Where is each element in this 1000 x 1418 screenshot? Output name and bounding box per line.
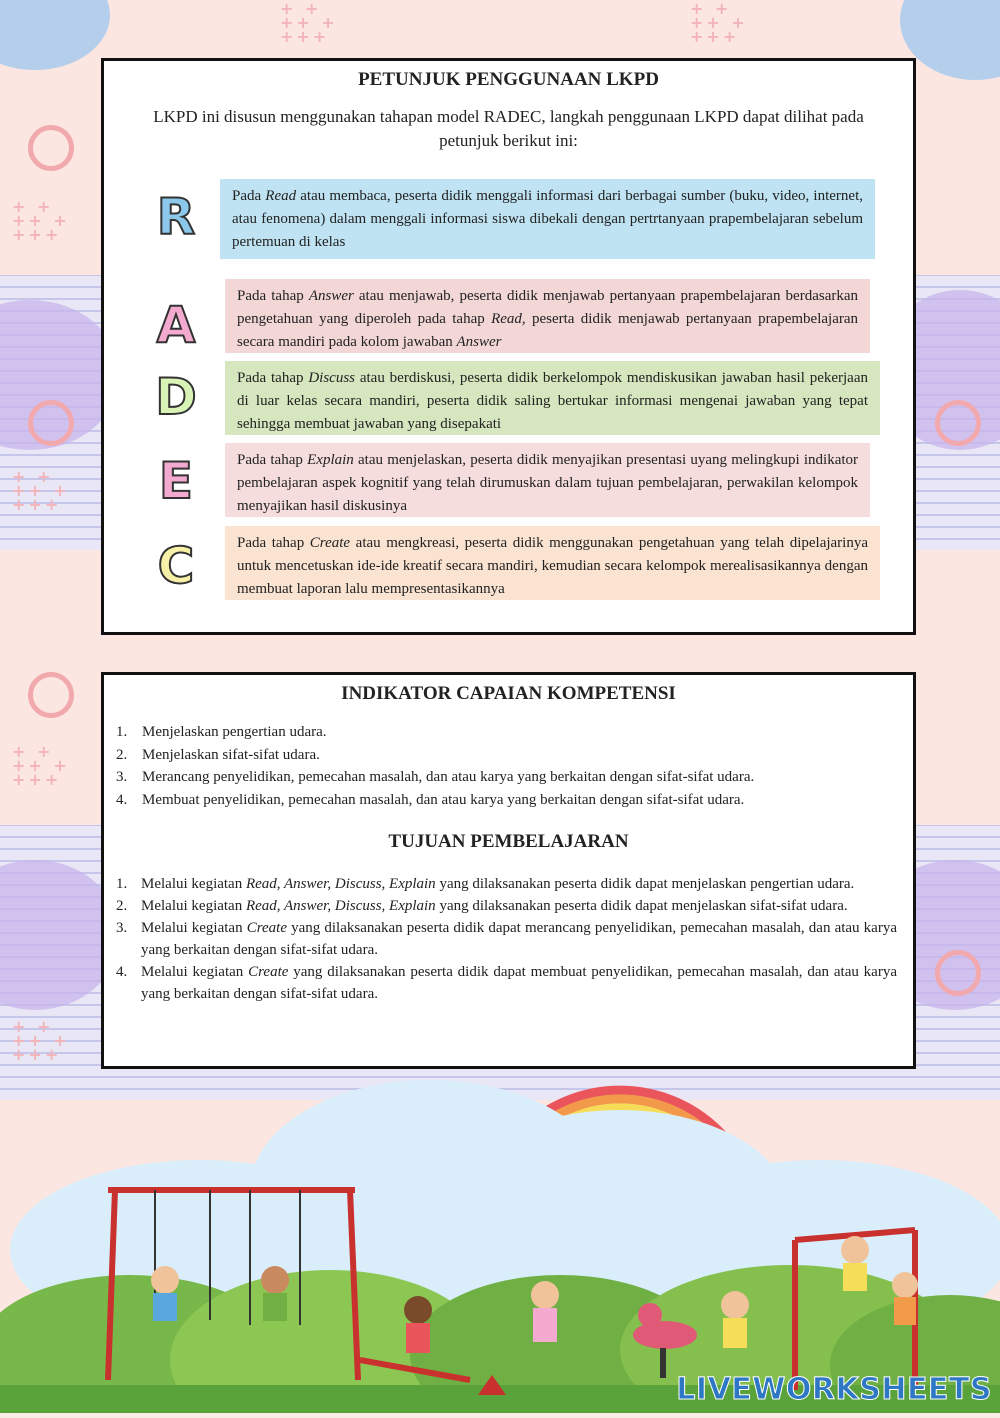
intro-line-1: LKPD ini disusun menggunakan tahapan model RADEC, langkah penggunaan LKPD dapat dilihat pada (153, 107, 864, 126)
letter-d-icon: D (155, 368, 197, 426)
step-explain-box: Pada tahap Explain atau menjelaskan, peserta didik menyajikan presentasi uyang melingkupi indikator pembelajaran aspek kognitif yang telah dirumuskan dalam tujuan pembelajaran, perwakilan kelompok menyajikan hasil diskusinya (225, 443, 870, 517)
term-answer: Answer (308, 288, 354, 304)
ring-decoration (28, 400, 74, 446)
plus-decoration: + + ++ + +++ (690, 0, 748, 46)
list-item: 2. Melalui kegiatan Read, Answer, Discuss, Explain yang dilaksanakan peserta didik dapat menjelaskan sifat-sifat udara. (116, 898, 848, 914)
plus-decoration: + + ++ + +++ (12, 742, 70, 789)
tujuan-title: TUJUAN PEMBELAJARAN (388, 831, 629, 852)
letter-c-icon: C (157, 537, 195, 595)
term-discuss: Discuss (308, 370, 355, 386)
ring-decoration (935, 950, 981, 996)
letter-r-icon: R (156, 188, 196, 246)
plus-decoration: + + ++ + +++ (12, 1017, 70, 1064)
list-item: 3. Merancang penyelidikan, pemecahan masalah, dan atau karya yang berkaitan dengan sifat-sifat udara. (116, 769, 755, 785)
petunjuk-title: PETUNJUK PENGGUNAAN LKPD (358, 69, 659, 90)
intro-line-2: petunjuk berikut ini: (439, 131, 578, 150)
step-discuss-box: Pada tahap Discuss atau berdiskusi, peserta didik berkelompok mendiskusikan jawaban hasil pekerjaan di luar kelas secara mandiri, peserta didik saling bertukar informasi mengenai jawaban yang tepat sehingga membuat jawaban yang disepakati (225, 361, 880, 435)
term-read: Read, (491, 311, 526, 327)
tujuan-list (104, 873, 897, 1005)
plus-decoration: + + ++ + +++ (12, 197, 70, 244)
term-explain: Explain (307, 452, 354, 468)
step-create-box: Pada tahap Create atau mengkreasi, peserta didik menggunakan pengetahuan yang telah dipelajarinya untuk mencetuskan ide-ide kreatif secara mandiri, kemudian secara kelompok merealisasikannya dengan membuat laporan lalu mempresentasikannya (225, 526, 880, 600)
list-item: 4. Melalui kegiatan Create yang dilaksanakan peserta didik dapat membuat penyelidikan, pemecahan masalah, dan atau karya yang berkaitan dengan sifat-sifat udara. (116, 964, 897, 1002)
list-item: 1. Menjelaskan pengertian udara. (116, 724, 327, 740)
ring-decoration (935, 400, 981, 446)
petunjuk-intro (124, 105, 893, 153)
list-item: 1. Melalui kegiatan Read, Answer, Discuss, Explain yang dilaksanakan peserta didik dapat menjelaskan pengertian udara. (116, 876, 855, 892)
term-answer: Answer (456, 334, 502, 350)
list-item: 2. Menjelaskan sifat-sifat udara. (116, 746, 320, 763)
kompetensi-panel (101, 672, 916, 1069)
term-read: Read (265, 188, 297, 204)
letter-a-icon: A (156, 296, 196, 354)
petunjuk-panel (101, 58, 916, 635)
term-create: Create (309, 535, 351, 551)
ring-decoration (28, 672, 74, 718)
indikator-list (104, 721, 913, 811)
plus-decoration: + + ++ + +++ (280, 0, 338, 46)
plus-decoration: + + ++ + +++ (12, 467, 70, 514)
step-answer-box: Pada tahap Answer atau menjawab, peserta didik menjawab pertanyaan prapembelajaran berdasarkan pengetahuan yang diperoleh pada tahap Read, peserta didik menjawab pertanyaan prapembelajaran secara mandiri pada kolom jawaban Answer (225, 279, 870, 353)
indikator-title: INDIKATOR CAPAIAN KOMPETENSI (341, 683, 676, 704)
playground-illustration (0, 1080, 1000, 1413)
list-item: 4. Membuat penyelidikan, pemecahan masalah, dan atau karya yang berkaitan dengan sifat-sifat udara. (116, 791, 745, 808)
liveworksheets-logo[interactable]: LIVEWORKSHEETS (676, 1372, 992, 1407)
ring-decoration (28, 125, 74, 171)
list-item: 3. Melalui kegiatan Create yang dilaksanakan peserta didik dapat merancang penyelidikan, pemecahan masalah, dan atau karya yang berkaitan dengan sifat-sifat udara. (116, 920, 897, 958)
step-read-box: Pada Read atau membaca, peserta didik menggali informasi dari berbagai sumber (buku, video, internet, atau fenomena) dalam menggali informasi siswa dibekali dengan pertrtanyaan prapembelajaran sebelum pertemuan di kelas (220, 179, 875, 259)
playground-svg (0, 1080, 1000, 1413)
letter-e-icon: E (158, 452, 194, 510)
